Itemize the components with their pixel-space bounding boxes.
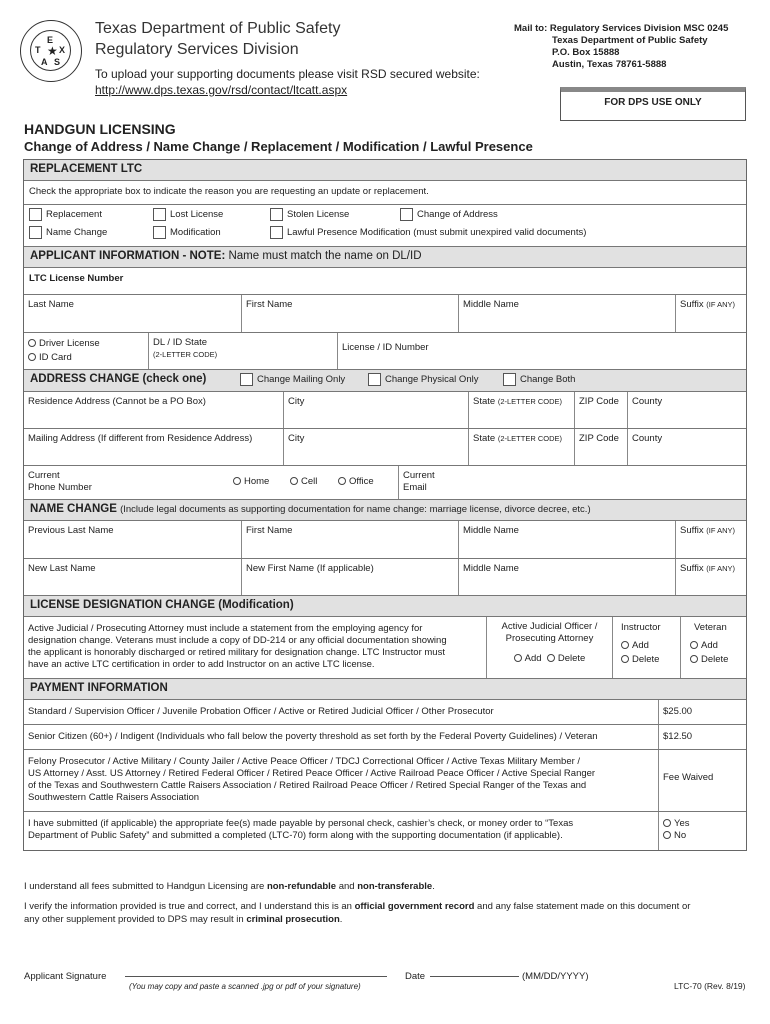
section-address: ADDRESS CHANGE (check one) Change Mailing Only Change Physical Only Change Both — [24, 370, 746, 392]
signature-label: Applicant Signature — [24, 971, 107, 982]
nc-suffix-field[interactable]: Suffix (IF ANY) — [675, 521, 748, 558]
fee-row-standard — [24, 700, 746, 725]
residence-city-field[interactable]: City — [283, 392, 468, 428]
agency-name: Texas Department of Public Safety — [95, 20, 341, 37]
change-physical-checkbox[interactable]: Change Physical Only — [368, 373, 478, 386]
fee-standard-text: Standard / Supervision Officer / Juvenile Probation Officer / Active or Retired Judicial Officer / Other Prosecutor — [28, 706, 494, 717]
fee-senior-text: Senior Citizen (60+) / Indigent (Individuals who fall below the poverty threshold as set forth by the Federal Poverty Guidelines) / Veteran — [28, 731, 598, 742]
dl-state-field[interactable]: DL / ID State (2-LETTER CODE) — [148, 333, 337, 369]
residence-zip-field[interactable]: ZIP Code — [574, 392, 627, 428]
seal-letter: X — [59, 45, 66, 55]
cell-radio[interactable]: Cell — [290, 476, 317, 488]
driver-license-radio[interactable]: Driver License — [28, 337, 144, 351]
mailing-city-field[interactable]: City — [283, 429, 468, 465]
suffix-field[interactable]: Suffix (IF ANY) — [675, 295, 748, 332]
nc-first-name-field[interactable]: First Name — [241, 521, 458, 558]
ltc-number-field[interactable]: LTC License Number — [24, 268, 746, 295]
signature-note: (You may copy and paste a scanned .jpg or pdf of your signature) — [129, 982, 361, 991]
fee-yes-radio[interactable]: Yes — [663, 818, 744, 830]
upload-link[interactable]: http://www.dps.texas.gov/rsd/contact/ltcatt.aspx — [95, 83, 348, 97]
residence-row — [24, 392, 746, 429]
change-both-checkbox[interactable]: Change Both — [503, 373, 575, 386]
replacement-options — [24, 205, 746, 247]
id-card-radio[interactable]: ID Card — [28, 351, 144, 365]
fee-waived-amount: Fee Waived — [658, 750, 748, 811]
form-id: LTC-70 (Rev. 8/19) — [674, 981, 746, 991]
date-line[interactable] — [430, 976, 519, 977]
signature-line[interactable] — [125, 976, 387, 977]
fee-submitted-row — [24, 812, 746, 850]
judicial-add-radio[interactable]: Add — [514, 653, 542, 664]
fee-waived-text: Felony Prosecutor / Active Military / County Jailer / Active Peace Officer / TDCJ Correctional Officer / Active Texas Military Member / US Attorney / Asst. US Attorney / Retired Federal Officer / Retired Peace Officer / Active Railroad Peace Officer / Active Special Ranger of the Texas and Southwestern Cattle Raisers Association / Retired Railroad Peace Officer / Retired Special Ranger of the Texas and Southwestern Cattle Raisers Association — [28, 756, 596, 803]
new-name-row — [24, 559, 746, 596]
contact-row — [24, 466, 746, 500]
new-suffix-field[interactable]: Suffix (IF ANY) — [675, 559, 748, 595]
previous-last-name-field[interactable]: Previous Last Name — [28, 525, 114, 536]
replacement-instruction: Check the appropriate box to indicate the reason you are requesting an update or replacement. — [24, 181, 746, 205]
lawful-presence-checkbox[interactable]: Lawful Presence Modification (must submit unexpired valid documents) — [270, 226, 586, 239]
new-middle-name-field[interactable]: Middle Name — [458, 559, 675, 595]
middle-name-field[interactable]: Middle Name — [458, 295, 675, 332]
seal-letter: E — [47, 35, 54, 45]
residence-county-field[interactable]: County — [627, 392, 748, 428]
name-change-checkbox[interactable]: Name Change — [29, 226, 107, 239]
section-applicant: APPLICANT INFORMATION - NOTE: Name must match the name on DL/ID — [24, 247, 746, 268]
seal-letter: T — [35, 45, 41, 55]
applicant-name-row — [24, 295, 746, 333]
dps-use-box: FOR DPS USE ONLY — [560, 87, 746, 121]
fee-no-radio[interactable]: No — [663, 830, 744, 842]
designation-row — [24, 617, 746, 679]
mailing-zip-field[interactable]: ZIP Code — [574, 429, 627, 465]
section-name-change: NAME CHANGE (Include legal documents as supporting documentation for name change: marriage license, divorce decree, etc.) — [24, 500, 746, 521]
form-subtitle: Change of Address / Name Change / Replacement / Modification / Lawful Presence — [24, 139, 533, 154]
dps-seal — [20, 20, 82, 82]
license-number-field[interactable]: License / ID Number — [337, 333, 748, 369]
instructor-add-radio[interactable]: Add — [621, 639, 676, 653]
fee-row-waived — [24, 750, 746, 812]
change-of-address-checkbox[interactable]: Change of Address — [400, 208, 498, 221]
upload-note: To upload your supporting documents please visit RSD secured website: — [95, 67, 480, 81]
fee-standard-amount: $25.00 — [658, 700, 748, 724]
star-icon: ★ — [47, 44, 58, 58]
home-radio[interactable]: Home — [233, 476, 269, 488]
fee-policy: I understand all fees submitted to Handgun Licensing are non-refundable and non-transferable. — [24, 881, 435, 892]
stolen-license-checkbox[interactable]: Stolen License — [270, 208, 349, 221]
fee-submitted-choice — [658, 812, 748, 850]
judicial-designation: Active Judicial Officer / Prosecuting Attorney Add Delete — [486, 617, 612, 678]
seal-letter: A — [41, 57, 48, 67]
designation-text: Active Judicial / Prosecuting Attorney must include a statement from the employing agency for designation change. Veterans must include a copy of DD-214 or any official documentation showing the applicant is honorably discharged or retired military for designation change. LTC Instructor must have an active LTC certification in order to add Instructor on an active LTC license. — [28, 623, 447, 670]
email-field[interactable]: Current Email — [398, 466, 748, 499]
mailing-address-field[interactable]: Mailing Address (If different from Residence Address) — [28, 433, 253, 444]
fee-submitted-text: I have submitted (if applicable) the appropriate fee(s) made payable by personal check, cashier’s check, or money order to “Texas Department of Public Safety” and submitted a completed (LTC-70) form along with the supporting documentation (if applicable). — [28, 818, 574, 841]
nc-middle-name-field[interactable]: Middle Name — [458, 521, 675, 558]
mailing-county-field[interactable]: County — [627, 429, 748, 465]
verification-statement: I verify the information provided is true and correct, and I understand this is an official government record and any false statement made on this document or any other supplement provided to DPS may result in criminal prosecution. — [24, 901, 691, 925]
phone-field[interactable]: Current Phone Number Home Cell Office — [28, 470, 374, 493]
fee-senior-amount: $12.50 — [658, 725, 748, 749]
office-radio[interactable]: Office — [338, 476, 374, 488]
residence-address-field[interactable]: Residence Address (Cannot be a PO Box) — [28, 396, 206, 407]
new-last-name-field[interactable]: New Last Name — [28, 563, 96, 574]
residence-state-field[interactable]: State (2-LETTER CODE) — [468, 392, 574, 428]
division-name: Regulatory Services Division — [95, 41, 299, 58]
section-designation: LICENSE DESIGNATION CHANGE (Modification) — [24, 596, 746, 617]
instructor-delete-radio[interactable]: Delete — [621, 653, 676, 667]
seal-letter: S — [54, 57, 61, 67]
mailing-row — [24, 429, 746, 466]
last-name-field[interactable]: Last Name — [28, 299, 74, 310]
change-mailing-checkbox[interactable]: Change Mailing Only — [240, 373, 345, 386]
first-name-field[interactable]: First Name — [241, 295, 458, 332]
mailing-state-field[interactable]: State (2-LETTER CODE) — [468, 429, 574, 465]
section-payment: PAYMENT INFORMATION — [24, 679, 746, 700]
judicial-delete-radio[interactable]: Delete — [547, 653, 585, 664]
section-replacement: REPLACEMENT LTC — [24, 160, 746, 181]
form-title: HANDGUN LICENSING — [24, 121, 176, 137]
new-first-name-field[interactable]: New First Name (If applicable) — [241, 559, 458, 595]
modification-checkbox[interactable]: Modification — [153, 226, 221, 239]
veteran-add-radio[interactable]: Add — [690, 639, 744, 653]
form-body — [23, 159, 747, 851]
mail-address: Mail to: Regulatory Services Division MSC 0245 Texas Department of Public Safety P.O. Box 15888 Austin, Texas 78761-5888 — [514, 23, 729, 70]
date-label: Date — [405, 971, 426, 982]
date-format: (MM/DD/YYYY) — [522, 971, 589, 982]
veteran-designation: Veteran Add Delete — [680, 617, 748, 678]
instructor-designation: Instructor Add Delete — [612, 617, 680, 678]
id-type — [24, 333, 148, 369]
id-row — [24, 333, 746, 370]
lost-license-checkbox[interactable]: Lost License — [153, 208, 223, 221]
veteran-delete-radio[interactable]: Delete — [690, 653, 744, 667]
fee-row-senior — [24, 725, 746, 750]
previous-name-row — [24, 521, 746, 559]
replacement-checkbox[interactable]: Replacement — [29, 208, 102, 221]
